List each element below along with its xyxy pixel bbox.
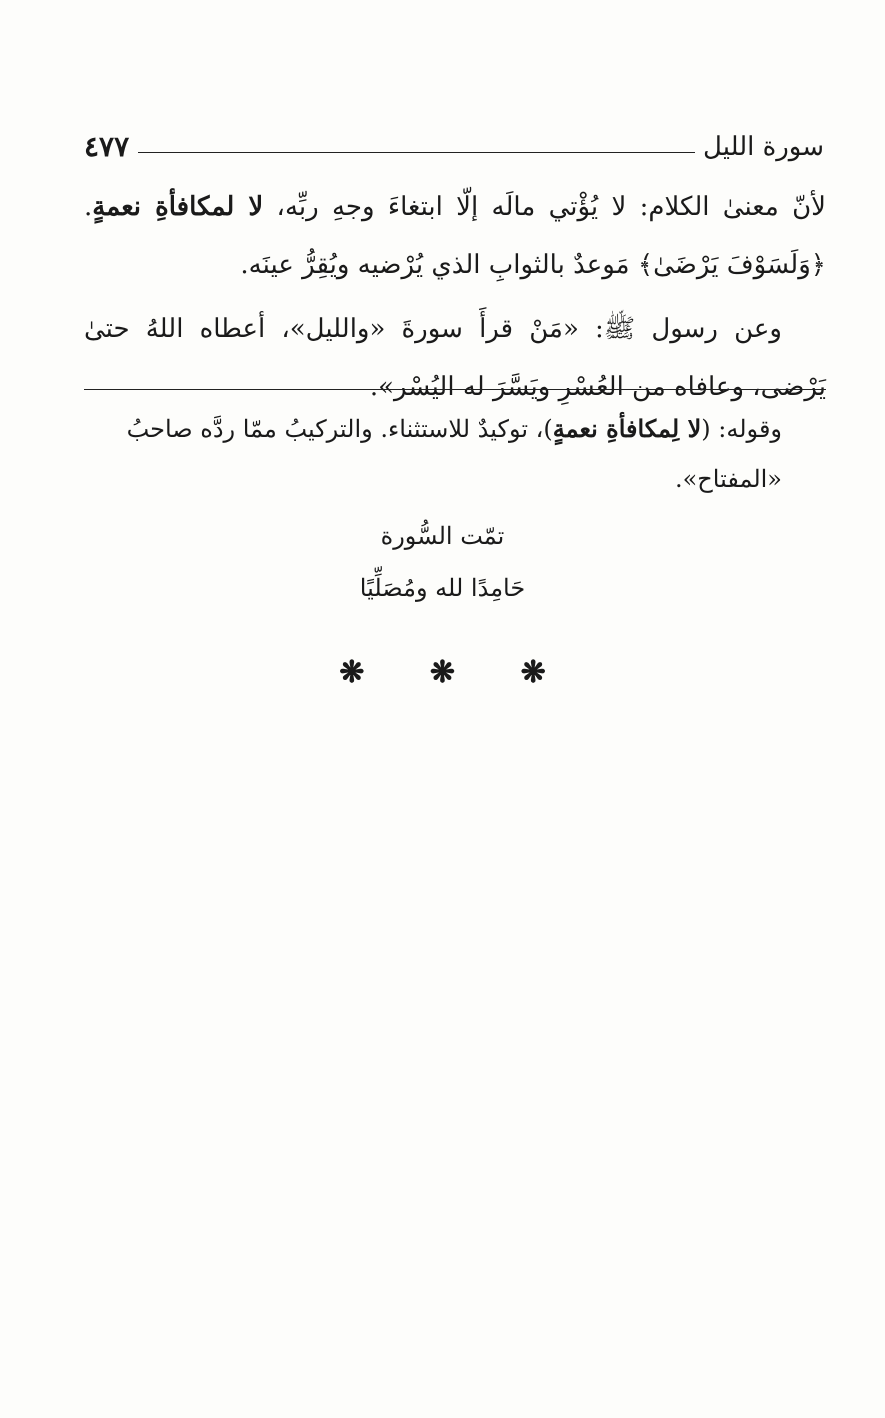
footnote-divider — [84, 389, 826, 390]
footnote — [84, 404, 782, 504]
bold-phrase: لا لِمكافأةِ نعمةٍ — [552, 414, 702, 443]
surah-closing — [0, 510, 885, 614]
closing-line: تمّت السُّورة — [380, 522, 505, 550]
text-segment: لأنّ معنىٰ الكلام: لا يُؤْتي مالَه إلّا ابتغاءَ وجهِ ربِّه، — [263, 192, 826, 222]
page-number: ٤٧٧ — [84, 130, 135, 163]
asterisk-flower-icon: ❋ — [339, 655, 365, 690]
closing-line: حَامِدًا لله ومُصَلِّيًا — [359, 574, 526, 602]
paragraph: وعن رسول ﷺ: «مَنْ قرأَ سورةَ «والليل»، أعطاه اللهُ حتىٰ يَرْضى، وعافاه من العُسْرِ ويَسَّرَ له اليُسْر». — [84, 314, 826, 402]
asterisk-flower-icon: ❋ — [429, 655, 456, 690]
paragraph — [84, 178, 826, 294]
chapter-title: سورة الليل — [695, 132, 824, 162]
text-segment: . ﴿وَلَسَوْفَ يَرْضَىٰ﴾ مَوعدٌ بالثوابِ الذي يُرْضيه ويُقِرُّ عينَه. — [84, 192, 826, 280]
section-ornaments — [0, 655, 885, 690]
text-segment: وقوله: ( — [701, 415, 782, 443]
running-header — [84, 128, 824, 168]
header-rule — [138, 152, 704, 153]
text-segment: )، توكيدٌ للاستثناء. والتركيبُ ممّا ردَّه صاحبُ «المفتاح». — [126, 415, 782, 493]
main-text — [84, 178, 826, 416]
bold-phrase: لا لمكافأةِ نعمةٍ — [92, 192, 264, 222]
asterisk-flower-icon: ❋ — [520, 655, 546, 690]
